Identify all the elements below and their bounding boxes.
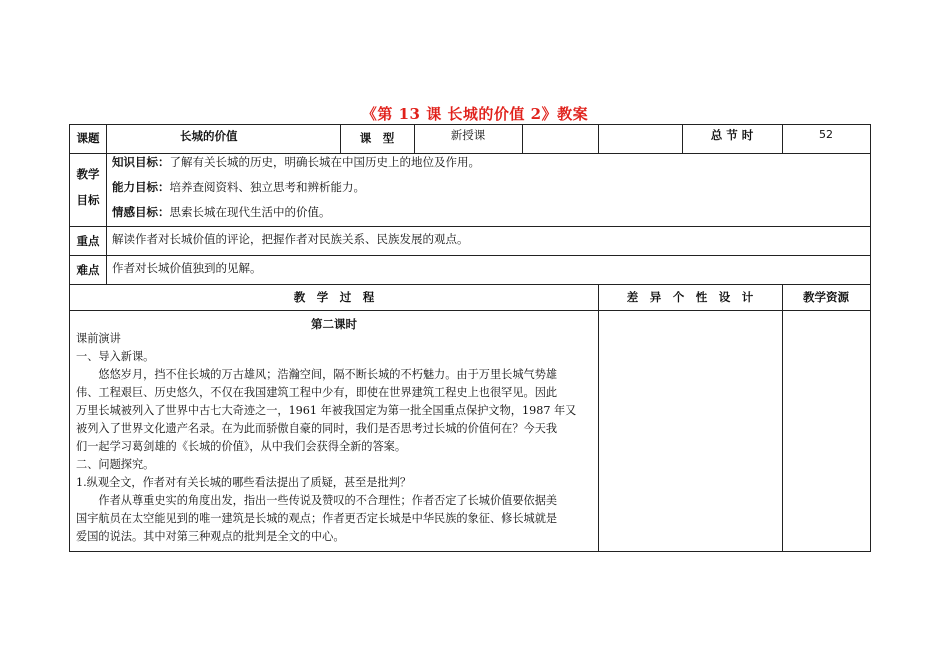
process-body (76, 330, 598, 546)
resources-header: 教学资源 (803, 290, 849, 304)
process-line: 作者从尊重史实的角度出发，指出一些传说及赞叹的不合理性；作者否定了长城价值要依据美 (76, 494, 558, 507)
process-line: 被列入了世界文化遗产名录。在为此而骄傲自豪的同时，我们是否思考过长城的价值何在？今天我 (76, 422, 558, 435)
ability-goal (112, 178, 862, 196)
goals-label-line2: 目标 (76, 193, 100, 207)
page-title: 《第 13 课 长城的价值 2》教案 (361, 105, 589, 123)
key-point-text: 解读作者对长城价值的评论，把握作者对民族关系、民族发展的观点。 (112, 232, 469, 246)
knowledge-goal-text: 了解有关长城的历史，明确长城在中国历史上的地位及作用。 (169, 155, 480, 169)
knowledge-goal (112, 153, 862, 171)
process-header: 教 学 过 程 (293, 290, 375, 304)
process-line: 万里长城被列入了世界中古七大奇迹之一，1961 年被我国定为第一批全国重点保护文物，1987 年又 (76, 404, 577, 417)
difficulty-text: 作者对长城价值独到的见解。 (112, 261, 262, 275)
goals-label-line1: 教学 (76, 167, 100, 181)
topic-value: 长城的价值 (180, 129, 238, 143)
hours-value: 52 (819, 128, 833, 141)
key-point-label: 重点 (76, 234, 100, 248)
emotion-goal-label: 情感目标： (112, 205, 170, 219)
process-line: 们一起学习葛剑雄的《长城的价值》，从中我们会获得全新的答案。 (76, 440, 407, 453)
topic-label: 课题 (76, 131, 100, 145)
ability-goal-text: 培养查阅资料、独立思考和辨析能力。 (169, 180, 365, 194)
type-label: 课 型 (359, 131, 395, 145)
process-line: 1.纵观全文，作者对有关长城的哪些看法提出了质疑，甚至是批判？ (76, 476, 412, 489)
ability-goal-label: 能力目标： (112, 180, 170, 194)
knowledge-goal-label: 知识目标： (112, 155, 170, 169)
process-line: 课前演讲 (76, 332, 121, 345)
emotion-goal-text: 思索长城在现代生活中的价值。 (169, 205, 331, 219)
design-header: 差 异 个 性 设 计 (626, 290, 754, 304)
process-line: 国宇航员在太空能见到的唯一建筑是长城的观点；作者更否定长城是中华民族的象征、修长城就是 (76, 512, 558, 525)
process-line: 二、问题探究。 (76, 458, 155, 471)
type-value: 新授课 (450, 128, 486, 142)
process-line: 悠悠岁月，挡不住长城的万古雄风；浩瀚空间，隔不断长城的不朽魅力。由于万里长城气势雄 (76, 368, 558, 381)
emotion-goal (112, 203, 862, 221)
process-line: 伟、工程艰巨、历史悠久，不仅在我国建筑工程中少有，即使在世界建筑工程史上也很罕见。因此 (76, 386, 558, 399)
difficulty-label: 难点 (76, 263, 100, 277)
lesson-number: 第二课时 (311, 317, 357, 331)
hours-label: 总 节 时 (710, 128, 754, 142)
process-line: 爱国的说法。其中对第三种观点的批判是全文的中心。 (76, 530, 345, 543)
process-line: 一、导入新课。 (76, 350, 155, 363)
